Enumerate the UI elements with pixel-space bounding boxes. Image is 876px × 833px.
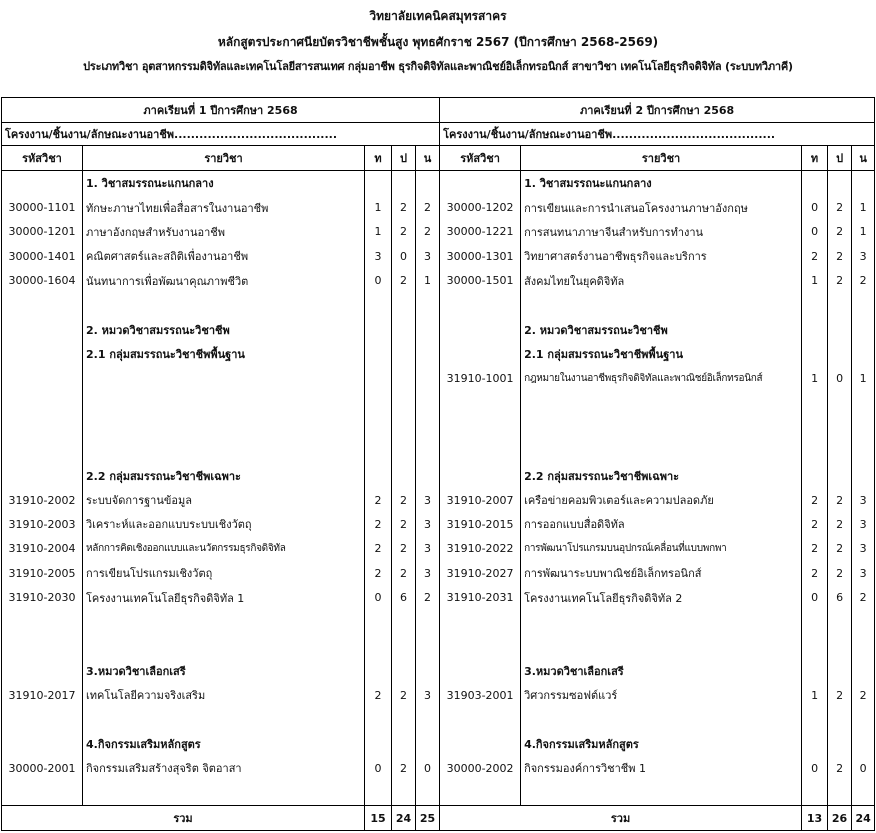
course-code: 30000-1604 [2, 269, 83, 293]
theory-hours: 2 [365, 683, 392, 707]
course-code: 31910-2004 [2, 537, 83, 561]
theory-hours: 1 [802, 366, 828, 390]
category-heading: 2. หมวดวิชาสมรรถนะวิชาชีพ [521, 317, 802, 341]
col-p: ป [828, 146, 852, 171]
category-heading: 2. หมวดวิชาสมรรถนะวิชาชีพ [83, 317, 365, 341]
course-code: 30000-1301 [440, 244, 521, 268]
credits: 1 [852, 366, 875, 390]
total-label: รวม [2, 806, 365, 831]
category-heading: 3.หมวดวิชาเลือกเสรี [83, 659, 365, 683]
subcategory-heading: 2.2 กลุ่มสมรรถนะวิชาชีพเฉพาะ [521, 464, 802, 488]
theory-hours: 0 [802, 195, 828, 219]
theory-hours: 0 [802, 585, 828, 609]
category-row [2, 171, 875, 196]
course-code: 30000-2002 [440, 756, 521, 780]
theory-hours: 1 [802, 683, 828, 707]
course-code: 31910-2030 [2, 585, 83, 609]
credits: 3 [852, 488, 875, 512]
practice-hours: 2 [828, 683, 852, 707]
practice-hours: 0 [828, 366, 852, 390]
total-row [2, 806, 875, 831]
practice-hours: 2 [392, 537, 416, 561]
theory-hours: 2 [802, 561, 828, 585]
practice-hours: 2 [392, 488, 416, 512]
practice-hours: 2 [828, 269, 852, 293]
practice-hours: 2 [392, 512, 416, 536]
subcategory-heading: 2.1 กลุ่มสมรรถนะวิชาชีพพื้นฐาน [83, 342, 365, 366]
course-name: ภาษาอังกฤษสำหรับงานอาชีพ [83, 220, 365, 244]
spacer-row [2, 781, 875, 806]
credits: 3 [852, 561, 875, 585]
credits: 0 [416, 756, 440, 780]
practice-hours: 2 [392, 195, 416, 219]
practice-hours: 2 [392, 220, 416, 244]
course-code: 30000-1202 [440, 195, 521, 219]
total-practice: 26 [828, 806, 852, 831]
course-code: 30000-1401 [2, 244, 83, 268]
credits: 3 [416, 488, 440, 512]
credits: 2 [416, 220, 440, 244]
col-name: รายวิชา [521, 146, 802, 171]
course-name: สังคมไทยในยุคดิจิทัล [521, 269, 802, 293]
credits: 3 [852, 244, 875, 268]
course-name: โครงงานเทคโนโลยีธุรกิจดิจิทัล 2 [521, 585, 802, 609]
course-name: กฎหมายในงานอาชีพธุรกิจดิจิทัลและพาณิชย์อิเล็กทรอนิกส์ [521, 366, 802, 390]
table-row [2, 561, 875, 585]
spacer-row [2, 391, 875, 464]
curriculum-table [1, 97, 875, 831]
theory-hours: 1 [365, 195, 392, 219]
theory-hours: 2 [802, 537, 828, 561]
course-name: วิทยาศาสตร์งานอาชีพธุรกิจและบริการ [521, 244, 802, 268]
theory-hours: 0 [802, 220, 828, 244]
category-row [2, 317, 875, 341]
category-row [2, 464, 875, 488]
course-name: เทคโนโลยีความจริงเสริม [83, 683, 365, 707]
col-code: รหัสวิชา [440, 146, 521, 171]
course-name: คณิตศาสตร์และสถิติเพื่องานอาชีพ [83, 244, 365, 268]
credits: 3 [416, 561, 440, 585]
category-heading: 1. วิชาสมรรถนะแกนกลาง [83, 171, 365, 196]
table-row [2, 756, 875, 780]
table-row [2, 195, 875, 219]
practice-hours: 6 [392, 585, 416, 609]
course-code: 30000-1501 [440, 269, 521, 293]
course-code: 30000-1221 [440, 220, 521, 244]
practice-hours: 2 [828, 220, 852, 244]
practice-hours: 2 [828, 195, 852, 219]
credits: 3 [416, 683, 440, 707]
table-row [2, 537, 875, 561]
credits: 3 [852, 537, 875, 561]
curriculum-title: หลักสูตรประกาศนียบัตรวิชาชีพชั้นสูง พุทธศักราช 2567 (ปีการศึกษา 2568-2569) [217, 35, 659, 49]
semester-2-title: ภาคเรียนที่ 2 ปีการศึกษา 2568 [440, 98, 875, 123]
spacer-row [2, 610, 875, 659]
semester-row [2, 98, 875, 123]
practice-hours: 2 [392, 269, 416, 293]
table-row [2, 585, 875, 609]
course-code: 31910-1001 [440, 366, 521, 390]
practice-hours: 2 [828, 244, 852, 268]
table-row [2, 683, 875, 707]
credits: 2 [852, 683, 875, 707]
spacer-row [2, 707, 875, 731]
course-name: ระบบจัดการฐานข้อมูล [83, 488, 365, 512]
occupation-left: โครงงาน/ชิ้นงาน/ลักษณะงานอาชีพ....................................... [2, 123, 440, 146]
practice-hours: 2 [392, 756, 416, 780]
course-name: กิจกรรมองค์การวิชาชีพ 1 [521, 756, 802, 780]
theory-hours: 3 [365, 244, 392, 268]
practice-hours: 0 [392, 244, 416, 268]
credits: 3 [416, 244, 440, 268]
col-n: น [416, 146, 440, 171]
course-code: 31910-2005 [2, 561, 83, 585]
total-theory: 15 [365, 806, 392, 831]
theory-hours: 0 [365, 756, 392, 780]
category-row [2, 732, 875, 756]
college-name: วิทยาลัยเทคนิคสมุทรสาคร [369, 9, 507, 23]
credits: 2 [852, 269, 875, 293]
course-code: 31903-2001 [440, 683, 521, 707]
course-name: กิจกรรมเสริมสร้างสุจริต จิตอาสา [83, 756, 365, 780]
course-name: การเขียนโปรแกรมเชิงวัตถุ [83, 561, 365, 585]
theory-hours: 2 [802, 512, 828, 536]
course-name: วิศวกรรมซอฟต์แวร์ [521, 683, 802, 707]
practice-hours: 2 [828, 537, 852, 561]
table-row [2, 512, 875, 536]
col-p: ป [392, 146, 416, 171]
table-row [2, 488, 875, 512]
theory-hours: 2 [365, 537, 392, 561]
course-code: 30000-2001 [2, 756, 83, 780]
category-heading: 1. วิชาสมรรถนะแกนกลาง [521, 171, 802, 196]
program-description: ประเภทวิชา อุตสาหกรรมดิจิทัลและเทคโนโลยีสารสนเทศ กลุ่มอาชีพ ธุรกิจดิจิทัลและพาณิชย์อิเล็กทรอนิกส์ สาขาวิชา เทคโนโลยีธุรกิจดิจิทัล (ระบบทวิภาคี) [83, 60, 793, 73]
practice-hours: 6 [828, 585, 852, 609]
theory-hours: 2 [802, 244, 828, 268]
credits: 1 [416, 269, 440, 293]
course-code: 30000-1201 [2, 220, 83, 244]
occupation-row [2, 123, 875, 146]
course-name: การเขียนและการนำเสนอโครงงานภาษาอังกฤษ [521, 195, 802, 219]
theory-hours: 0 [365, 269, 392, 293]
credits: 2 [416, 195, 440, 219]
category-row [2, 659, 875, 683]
total-label: รวม [440, 806, 802, 831]
table-row [2, 244, 875, 268]
col-code: รหัสวิชา [2, 146, 83, 171]
theory-hours: 1 [365, 220, 392, 244]
course-code: 31910-2022 [440, 537, 521, 561]
course-name: การสนทนาภาษาจีนสำหรับการทำงาน [521, 220, 802, 244]
theory-hours: 2 [365, 512, 392, 536]
total-theory: 13 [802, 806, 828, 831]
course-name: โครงงานเทคโนโลยีธุรกิจดิจิทัล 1 [83, 585, 365, 609]
credits: 3 [416, 537, 440, 561]
spacer-row [2, 293, 875, 317]
practice-hours: 2 [828, 756, 852, 780]
column-header-row [2, 146, 875, 171]
course-code: 31910-2007 [440, 488, 521, 512]
practice-hours: 2 [828, 561, 852, 585]
total-credits: 24 [852, 806, 875, 831]
theory-hours: 2 [802, 488, 828, 512]
theory-hours: 0 [365, 585, 392, 609]
course-name: การพัฒนาโปรแกรมบนอุปกรณ์เคลื่อนที่แบบพกพา [521, 537, 802, 561]
category-heading: 3.หมวดวิชาเลือกเสรี [521, 659, 802, 683]
course-code: 31910-2015 [440, 512, 521, 536]
credits: 0 [852, 756, 875, 780]
col-n: น [852, 146, 875, 171]
credits: 3 [852, 512, 875, 536]
course-name: นันทนาการเพื่อพัฒนาคุณภาพชีวิต [83, 269, 365, 293]
credits: 1 [852, 220, 875, 244]
credits: 2 [852, 585, 875, 609]
practice-hours: 2 [392, 683, 416, 707]
theory-hours: 2 [365, 561, 392, 585]
subcategory-heading: 2.2 กลุ่มสมรรถนะวิชาชีพเฉพาะ [83, 464, 365, 488]
category-heading: 4.กิจกรรมเสริมหลักสูตร [521, 732, 802, 756]
course-code: 31910-2031 [440, 585, 521, 609]
total-practice: 24 [392, 806, 416, 831]
course-code: 31910-2027 [440, 561, 521, 585]
table-row [2, 366, 875, 390]
subcategory-heading: 2.1 กลุ่มสมรรถนะวิชาชีพพื้นฐาน [521, 342, 802, 366]
col-t: ท [365, 146, 392, 171]
course-name: หลักการคิดเชิงออกแบบและนวัตกรรมธุรกิจดิจิทัล [83, 537, 365, 561]
occupation-right: โครงงาน/ชิ้นงาน/ลักษณะงานอาชีพ....................................... [440, 123, 875, 146]
total-credits: 25 [416, 806, 440, 831]
course-name: การออกแบบสื่อดิจิทัล [521, 512, 802, 536]
course-name: การพัฒนาระบบพาณิชย์อิเล็กทรอนิกส์ [521, 561, 802, 585]
credits: 3 [416, 512, 440, 536]
table-row [2, 269, 875, 293]
col-t: ท [802, 146, 828, 171]
course-name: วิเคราะห์และออกแบบระบบเชิงวัตถุ [83, 512, 365, 536]
practice-hours: 2 [828, 512, 852, 536]
col-name: รายวิชา [83, 146, 365, 171]
course-name: เครือข่ายคอมพิวเตอร์และความปลอดภัย [521, 488, 802, 512]
course-code: 31910-2003 [2, 512, 83, 536]
category-row [2, 342, 875, 366]
practice-hours: 2 [828, 488, 852, 512]
table-row [2, 220, 875, 244]
course-code: 31910-2017 [2, 683, 83, 707]
course-code: 30000-1101 [2, 195, 83, 219]
practice-hours: 2 [392, 561, 416, 585]
course-code: 31910-2002 [2, 488, 83, 512]
theory-hours: 1 [802, 269, 828, 293]
theory-hours: 0 [802, 756, 828, 780]
semester-1-title: ภาคเรียนที่ 1 ปีการศึกษา 2568 [2, 98, 440, 123]
theory-hours: 2 [365, 488, 392, 512]
credits: 1 [852, 195, 875, 219]
course-name: ทักษะภาษาไทยเพื่อสื่อสารในงานอาชีพ [83, 195, 365, 219]
category-heading: 4.กิจกรรมเสริมหลักสูตร [83, 732, 365, 756]
credits: 2 [416, 585, 440, 609]
